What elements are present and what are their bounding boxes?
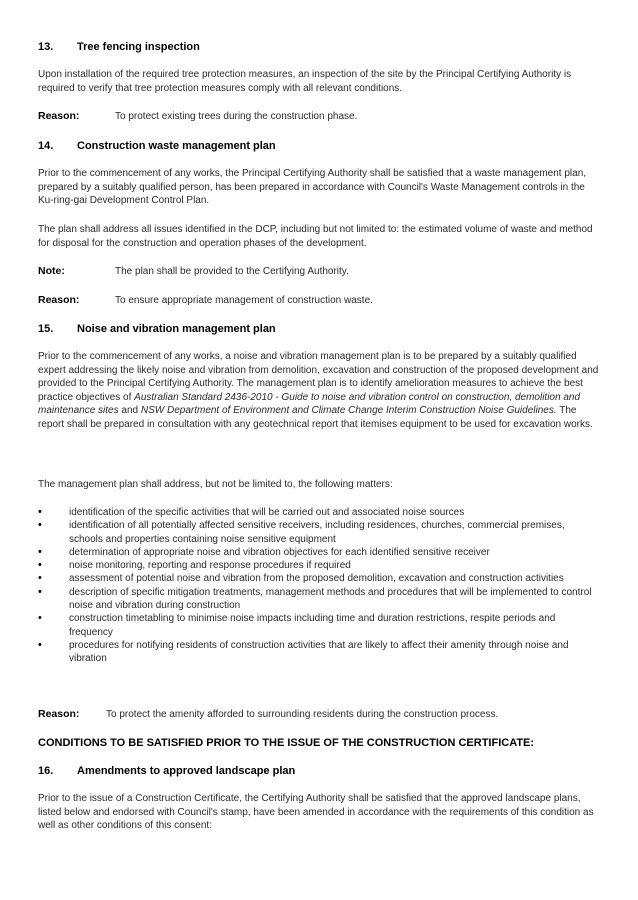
reason-text: To protect existing trees during the construction phase.: [115, 111, 358, 122]
section-16-body: [38, 792, 600, 833]
conditions-heading: [38, 736, 600, 750]
list-item: • identification of all potentially affected sensitive receivers, including residences, churches, commercial premises, schools and properties containing noise sensitive equipment: [38, 519, 600, 546]
conditions-heading-text: CONDITIONS TO BE SATISFIED PRIOR TO THE ISSUE OF THE CONSTRUCTION CERTIFICATE:: [38, 737, 535, 749]
section-15-body: [38, 350, 600, 431]
note-text: The plan shall be provided to the Certifying Authority.: [115, 266, 349, 277]
section-16-heading: [38, 764, 600, 778]
section-15-intro: [38, 478, 600, 492]
list-item: • construction timetabling to minimise noise impacts including time and duration restrictions, respite periods and frequency: [38, 612, 600, 639]
section-14-note: [38, 265, 600, 279]
section-13-reason: [38, 110, 600, 124]
body-text: The report shall be prepared in consultation with any geotechnical report that itemises equipment to be used for excavation works.: [38, 405, 593, 430]
section-title: Noise and vibration management plan: [77, 323, 276, 335]
reason-label: Reason:: [38, 294, 80, 306]
section-title: Amendments to approved landscape plan: [77, 765, 296, 777]
section-14-reason: [38, 294, 600, 308]
body-text: Prior to the commencement of any works, a noise and vibration management plan is to be prepared by a suitably qualified expert addressing the likely noise and vibration from demolition, excavation and construction of the proposed development and provided to the Principal Certifying Authority. The management plan is to identify amelioration measures to achieve the best practice objectives of: [38, 351, 599, 403]
paragraph: Prior to the issue of a Construction Certificate, the Certifying Authority shall be satisfied that the approved landscape plans, listed below and endorsed with Council's stamp, have been amended in accordance with the requirements of this condition as well as other conditions of this consent:: [38, 793, 594, 831]
standard-reference: Australian Standard 2436-2010 - Guide to noise and vibration control on construction, demolition and maintenance sites: [38, 391, 581, 416]
list-item: • determination of appropriate noise and vibration objectives for each identified sensitive receiver: [38, 546, 600, 559]
section-number: 15.: [38, 323, 54, 335]
list-item: • description of specific mitigation treatments, management methods and procedures that will be implemented to control noise and vibration during construction: [38, 586, 600, 613]
section-14-body-1: [38, 167, 600, 208]
section-14-body-2: [38, 223, 600, 250]
body-text: and: [118, 405, 141, 416]
guideline-reference: NSW Department of Environment and Climate Change Interim Construction Noise Guidelines.: [140, 405, 557, 416]
list-item: • identification of the specific activities that will be carried out and associated noise sources: [38, 506, 600, 519]
paragraph: The management plan shall address, but not be limited to, the following matters:: [38, 479, 393, 490]
list-item: • assessment of potential noise and vibration from the proposed demolition, excavation and construction activities: [38, 572, 600, 585]
section-15-bullet-list: [38, 506, 600, 666]
note-label: Note:: [38, 265, 65, 277]
section-15-heading: [38, 322, 600, 336]
section-number: 16.: [38, 765, 54, 777]
section-13-body: [38, 68, 600, 95]
reason-label: Reason:: [38, 110, 80, 122]
paragraph: [38, 350, 600, 431]
list-item: • procedures for notifying residents of construction activities that are likely to affect their amenity through noise and vibration: [38, 639, 600, 666]
list-item: • noise monitoring, reporting and response procedures if required: [38, 559, 600, 572]
paragraph: Upon installation of the required tree protection measures, an inspection of the site by the Principal Certifying Authority is required to verify that tree protection measures comply with all relevant conditions.: [38, 69, 572, 94]
section-title: Tree fencing inspection: [77, 41, 200, 53]
section-number: 13.: [38, 41, 54, 53]
section-15-reason: [38, 708, 600, 722]
reason-label: Reason:: [38, 708, 80, 720]
section-14-heading: [38, 139, 600, 153]
paragraph: The plan shall address all issues identified in the DCP, including but not limited to: the estimated volume of waste and method for disposal for the construction and operation phases of the development.: [38, 224, 593, 249]
reason-text: To protect the amenity afforded to surrounding residents during the construction process.: [106, 709, 499, 720]
reason-text: To ensure appropriate management of construction waste.: [115, 295, 373, 306]
section-13-heading: [38, 40, 600, 54]
section-number: 14.: [38, 140, 54, 152]
paragraph: Prior to the commencement of any works, the Principal Certifying Authority shall be satisfied that a waste management plan, prepared by a suitably qualified person, has been prepared in accordance with Council's Waste Management controls in the Ku-ring-gai Development Control Plan.: [38, 168, 587, 206]
section-title: Construction waste management plan: [77, 140, 276, 152]
